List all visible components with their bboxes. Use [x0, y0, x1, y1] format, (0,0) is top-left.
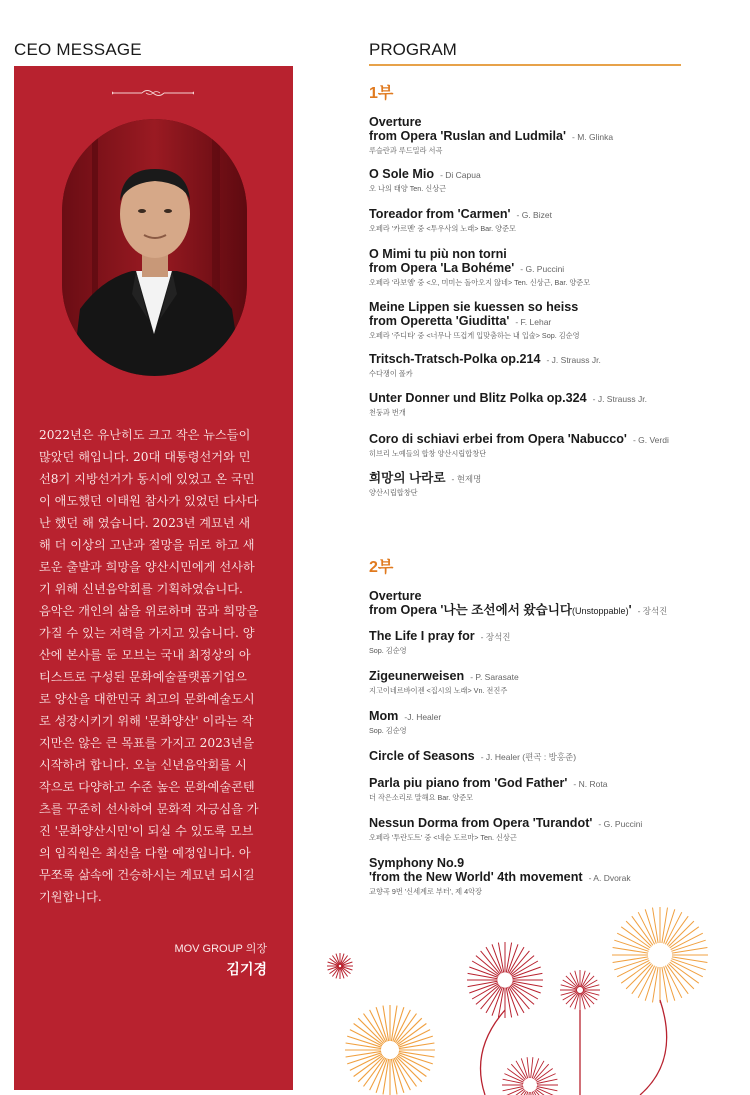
- firework-burst-small-red: [560, 970, 600, 1010]
- part1-title: 1부: [369, 85, 394, 102]
- firework-burst-tiny-red: [327, 953, 353, 979]
- item-detail: 천둥과 번개: [369, 408, 406, 417]
- item-detail: 히브리 노예들의 합창 양산시립합창단: [369, 449, 487, 458]
- program-item: [369, 749, 739, 764]
- program-item: [369, 352, 739, 378]
- item-title: Circle of Seasons - J. Healer (편곡 : 방홍준): [369, 749, 577, 763]
- item-composer: - 현제명: [451, 474, 482, 484]
- firework-burst-red: [467, 942, 543, 1018]
- program-item: [369, 247, 739, 287]
- program-item: [369, 432, 739, 458]
- fireworks-illustration: [300, 900, 750, 1095]
- ceo-message-heading: CEO MESSAGE: [14, 40, 142, 59]
- item-title: Symphony No.9: [369, 856, 465, 870]
- item-detail: 교향곡 9번 '신세계로 부터', 제 4악장: [369, 887, 482, 896]
- program-heading-rule: [369, 64, 681, 66]
- ceo-message-text: 2022년은 유난히도 크고 작은 뉴스들이 많았던 해입니다. 20대 대통령선거와 민 선8기 지방선거가 동시에 있었고 온 국민 이 애도했던 이태원 참사가 있었던 다사다 난 했던 해 였습니다. 2023년 계묘년 새 해 더 이상의 고난과 절망을 뒤로 하고 새 로운 출발과 희망을 양산시민에게 선사하 기 위해 신년음악회를 기획하였습니다. 음악은 개인의 삶을 위로하며 꿈과 희망을 가질 수 있는 저력을 가지고 있습니다. 양 산에 본사를 둔 모브는 국내 최정상의 아 티스트로 구성된 문화예술플랫폼기업으 로 양산을 대한민국 최고의 문화예술도시 로 성장시키기 위해 '문화양산' 이라는 작 지만은 않은 큰 목표를 가지고 2023년을 시작하려 합니다. 오늘 신년음악회를 시 작으로 다양하고 수준 높은 문화예술콘텐 츠를 꾸준히 선사하여 문화적 자긍심을 가 진 '문화양산시민'이 되실 수 있도록 모브 의 임직원은 최선을 다할 예정입니다. 아 무쪼록 삶속에 건승하시는 계묘년 되시길 기원합니다.: [39, 428, 259, 904]
- item-composer: - J. Strauss Jr.: [546, 355, 601, 365]
- program-item: [369, 167, 739, 193]
- program-item: [369, 300, 739, 340]
- item-detail: 오페라 '투란도트' 중 <네순 도르마> Ten. 신상근: [369, 833, 517, 842]
- item-title: Mom -J. Healer: [369, 709, 442, 723]
- item-detail: 루슬란과 루드밀라 서곡: [369, 146, 443, 155]
- item-detail: 오페라 '라보엠' 중 <오, 미미는 돌아오지 않네> Ten. 신상근, Bar. 양준모: [369, 278, 591, 287]
- program-item: [369, 816, 739, 842]
- item-composer: - 장석진: [637, 606, 668, 616]
- item-detail: 오페라 '주디타' 중 <너무나 뜨겁게 입맞춤하는 내 입술> Sop. 김순영: [369, 331, 580, 340]
- item-composer: - Di Capua: [440, 170, 481, 180]
- item-title: from Opera 'Ruslan and Ludmila' - M. Glinka: [369, 129, 614, 143]
- firework-burst-large-orange: [612, 907, 708, 1003]
- item-title: Toreador from 'Carmen' - G. Bizet: [369, 207, 552, 221]
- signature-name: 김기경: [226, 961, 267, 977]
- item-title: Overture: [369, 589, 422, 603]
- part2-title: 2부: [369, 559, 394, 576]
- item-title: O Sole Mio - Di Capua: [369, 167, 481, 181]
- item-title: from Opera 'La Bohéme' - G. Puccini: [369, 261, 565, 275]
- item-composer: - M. Glinka: [572, 132, 614, 142]
- item-title: from Opera '나는 조선에서 왔습니다(Unstoppable)' - 장석진: [369, 603, 668, 617]
- item-composer: - G. Puccini: [598, 819, 643, 829]
- ceo-portrait-photo: [62, 119, 247, 376]
- program-item: [369, 589, 739, 618]
- item-detail: 오페라 '카르멘' 중 <투우사의 노래> Bar. 양준모: [369, 224, 516, 233]
- program-item: [369, 629, 739, 655]
- item-composer: - G. Puccini: [520, 264, 565, 274]
- item-composer: - N. Rota: [573, 779, 608, 789]
- item-title: The Life I pray for - 장석진: [369, 629, 511, 643]
- item-title: Coro di schiavi erbei from Opera 'Nabucco' - G. Verdi: [369, 432, 669, 446]
- firework-burst-orange-low: [345, 1005, 435, 1095]
- item-composer: - 장석진: [480, 632, 511, 642]
- program-item: [369, 776, 739, 802]
- item-title: Overture: [369, 115, 422, 129]
- program-item: [369, 669, 739, 695]
- item-detail: Sop. 김순영: [369, 726, 407, 735]
- item-title: 희망의 나라로 - 현제명: [369, 471, 482, 485]
- item-title: Zigeunerweisen - P. Sarasate: [369, 669, 519, 683]
- item-title: O Mimi tu più non torni: [369, 247, 507, 261]
- item-title: Parla piu piano from 'God Father' - N. Rota: [369, 776, 608, 790]
- item-title: from Operetta 'Giuditta' - F. Lehar: [369, 314, 552, 328]
- item-detail: 지고이네르바이젠 <집시의 노래> Vn. 전진주: [369, 686, 508, 695]
- item-composer: - F. Lehar: [515, 317, 552, 327]
- signature-organization: MOV GROUP 의장: [174, 943, 267, 955]
- item-composer: - J. Healer (편곡 : 방홍준): [480, 752, 577, 762]
- item-detail: 양산시립합창단: [369, 488, 418, 497]
- item-title: Unter Donner und Blitz Polka op.324 - J. Strauss Jr.: [369, 391, 647, 405]
- item-title: Nessun Dorma from Opera 'Turandot' - G. Puccini: [369, 816, 643, 830]
- item-composer: - G. Bizet: [516, 210, 552, 220]
- divider-ornament-icon: [112, 86, 194, 100]
- program-item: [369, 471, 739, 497]
- item-composer: - P. Sarasate: [470, 672, 519, 682]
- item-composer: - J. Strauss Jr.: [592, 394, 647, 404]
- item-title: Tritsch-Tratsch-Polka op.214 - J. Strauss Jr.: [369, 352, 601, 366]
- program-item: [369, 856, 739, 896]
- item-composer: - A. Dvorak: [588, 873, 631, 883]
- item-title: Meine Lippen sie kuessen so heiss: [369, 300, 579, 314]
- firework-burst-red-low: [502, 1057, 558, 1095]
- ceo-message-panel: [14, 66, 293, 1090]
- item-detail: 더 작은소리로 말해요 Bar. 양준모: [369, 793, 474, 802]
- item-detail: Sop. 김순영: [369, 646, 407, 655]
- program-item: [369, 391, 739, 417]
- item-detail: 오 나의 태양 Ten. 신상근: [369, 184, 447, 193]
- program-item: [369, 709, 739, 735]
- item-composer: - G. Verdi: [632, 435, 669, 445]
- item-detail: 수다쟁이 폴카: [369, 369, 413, 378]
- program-heading: PROGRAM: [369, 40, 457, 59]
- item-title: 'from the New World' 4th movement - A. Dvorak: [369, 870, 631, 884]
- program-item: [369, 115, 739, 155]
- item-composer: -J. Healer: [404, 712, 442, 722]
- program-item: [369, 207, 739, 233]
